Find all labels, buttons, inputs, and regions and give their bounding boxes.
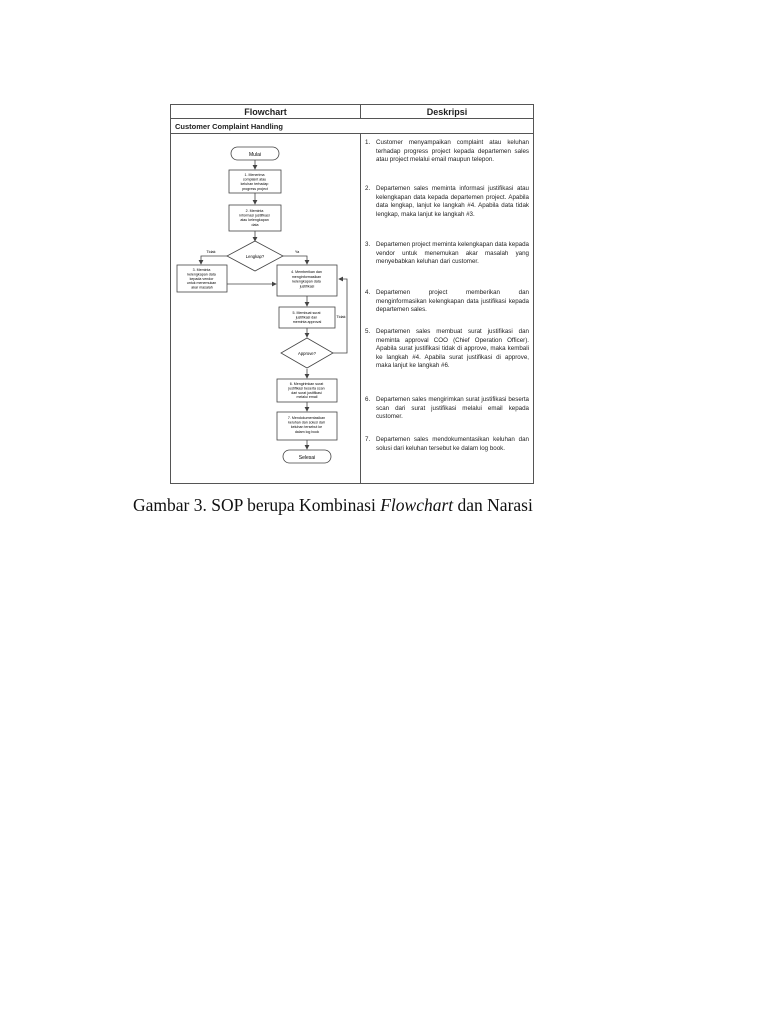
- flowchart-diagram: [171, 134, 360, 483]
- flowchart-column-header: Flowchart: [171, 105, 361, 119]
- decision2-label: Approve?: [298, 351, 316, 356]
- description-item: 6. Departemen sales mengirimkan surat justifikasi beserta scan dari surat justifikasi melalui email kepada customer.: [365, 396, 529, 421]
- step4-text: 4. Memberikan dan menginformasikan kelengkapan data justifikasi: [291, 270, 322, 289]
- end-label: Selesai: [298, 455, 316, 461]
- description-item: 3. Departemen project meminta kelengkapan data kepada vendor untuk menemukan akar masalah yang menyebabkan keluhan dari customer.: [365, 241, 529, 266]
- description-item: 5. Departemen sales membuat surat justifikasi dan meminta approval COO (Chief Operation Officer). Apabila surat justifikasi tidak di approve, maka kembali ke langkah #4. Apabila surat justifikasi di approve, maka lanjut ke langkah #6.: [365, 328, 529, 370]
- flowchart-column: [171, 134, 361, 483]
- decision1-label: Lengkap?: [245, 254, 265, 259]
- description-item: 1. Customer menyampaikan complaint atau keluhan terhadap progress project kepada departemen sales atau project melalui email maupun telepon.: [365, 139, 529, 164]
- description-item: 7. Departemen sales mendokumentasikan keluhan dan solusi dari keluhan tersebut ke dalam log book.: [365, 436, 529, 452]
- description-column-header: Deskripsi: [361, 105, 533, 119]
- label-yes: Ya: [294, 250, 300, 254]
- step7-text: 7. Mendokumentasikan keluhan dan solusi dari keluhan tersebut ke dalam log book: [287, 416, 326, 434]
- step3-text: 3. Meminta kelengkapan data kepada vendor untuk menemukan akar masalah: [186, 268, 217, 290]
- figure-caption: [133, 495, 533, 516]
- sop-figure: [170, 104, 534, 484]
- section-title: Customer Complaint Handling: [171, 119, 533, 134]
- label-no-2: Tidak: [336, 315, 346, 319]
- step2-text: 2. Meminta informasi justifikasi atau kelengkapan data: [239, 209, 270, 227]
- step1-text: 1. Menerima complaint atau keluhan terhadap progress project: [240, 173, 269, 191]
- label-no: Tidak: [206, 250, 216, 254]
- description-item: 4. Departemen project memberikan dan menginformasikan kelengkapan data justifikasi kepada departemen sales.: [365, 289, 529, 314]
- caption-suffix: dan Narasi: [453, 495, 533, 515]
- description-column: [361, 134, 533, 483]
- step6-text: 6. Mengirimkan surat justifikasi beserta scan dari surat justifikasi melalui email: [288, 382, 325, 400]
- step5-text: 5. Membuat surat justifikasi dan meminta approval: [292, 311, 322, 325]
- description-item: 2. Departemen sales meminta informasi justifikasi atau kelengkapan data kepada departemen project. Apabila data lengkap, lanjut ke langkah #4. Apabila data tidak lengkap, maka lanjut ke langkah #3.: [365, 185, 529, 218]
- caption-italic: Flowchart: [380, 495, 454, 515]
- caption-prefix: Gambar 3. SOP berupa Kombinasi: [133, 495, 381, 515]
- start-label: Mulai: [249, 152, 261, 158]
